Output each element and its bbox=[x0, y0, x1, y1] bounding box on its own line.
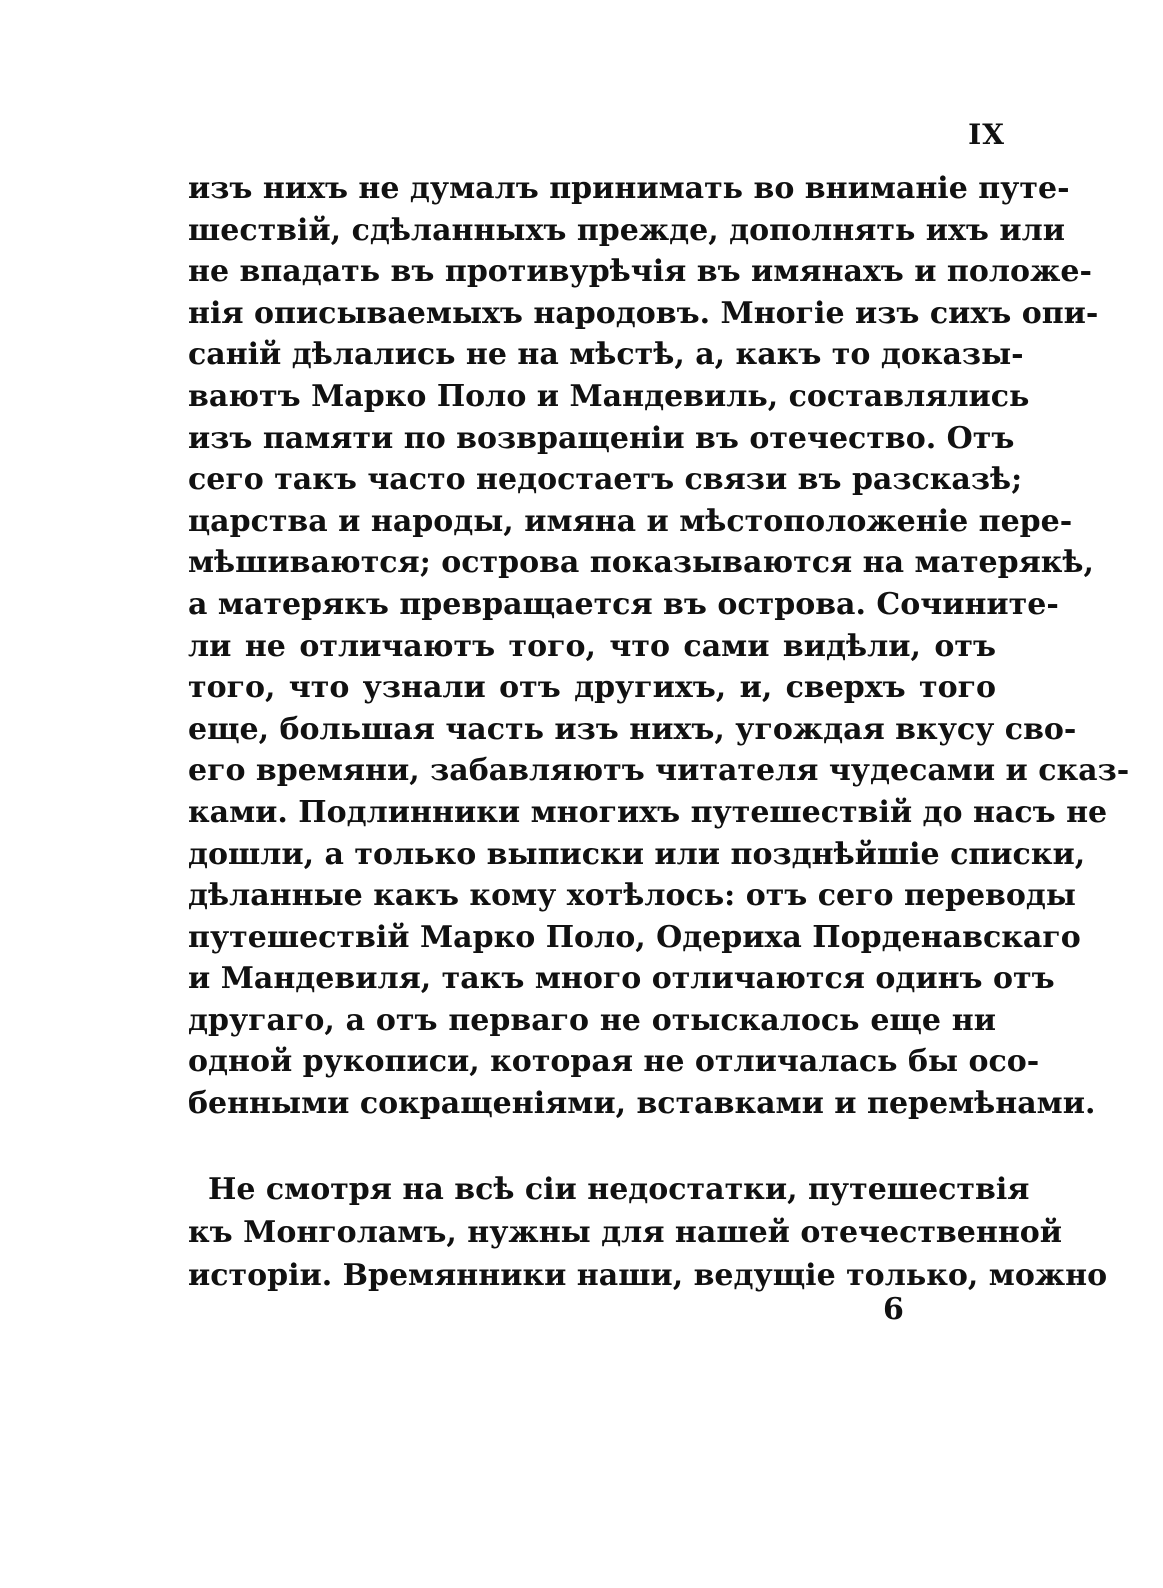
text-line: къ Монголамъ, нужны для нашей отечественной bbox=[188, 1215, 1063, 1250]
text-line: царства и народы, имяна и мѣстоположеніе пере- bbox=[188, 503, 1073, 539]
text-line: одной рукописи, которая не отличалась бы осо- bbox=[188, 1044, 1040, 1080]
text-line: другаго, а отъ перваго не отыскалось еще ни bbox=[188, 1002, 996, 1038]
text-line: изъ нихъ не думалъ принимать во вниманіе путе- bbox=[188, 171, 1070, 206]
text-line: ками. Подлинники многихъ путешествій до насъ не bbox=[188, 794, 1108, 830]
paragraph-1 bbox=[188, 168, 1130, 1125]
text-line: путешествій Марко Поло, Одериха Порденавскаго bbox=[188, 919, 1081, 955]
page-number: IX bbox=[968, 118, 1005, 151]
signature-mark: 6 bbox=[883, 1292, 904, 1327]
paragraph-2 bbox=[188, 1168, 1108, 1297]
text-line: его времяни, забавляютъ читателя чудесами и сказ- bbox=[188, 753, 1130, 789]
text-line: нія описываемыхъ народовъ. Многіе изъ сихъ опи- bbox=[188, 295, 1099, 331]
text-line: ли не отличаютъ того, что сами видѣли, отъ bbox=[188, 628, 996, 664]
text-line: шествій, сдѣланныхъ прежде, дополнять ихъ или bbox=[188, 212, 1066, 248]
text-line: дошли, а только выписки или позднѣйшіе списки, bbox=[188, 836, 1086, 872]
text-line: изъ памяти по возвращеніи въ отечество. Отъ bbox=[188, 420, 1015, 456]
text-line: того, что узнали отъ другихъ, и, сверхъ того bbox=[188, 670, 996, 706]
text-line: а матерякъ превращается въ острова. Сочините- bbox=[188, 586, 1059, 622]
text-line: ваютъ Марко Поло и Мандевиль, составлялись bbox=[188, 378, 1030, 414]
text-line: Не смотря на всѣ сіи недостатки, путешествія bbox=[208, 1172, 1030, 1207]
text-line: бенными сокращеніями, вставками и перемѣнами. bbox=[188, 1086, 1096, 1122]
text-line: сего такъ часто недостаетъ связи въ разсказѣ; bbox=[188, 462, 1023, 498]
text-line: исторіи. Времянники наши, ведущіе только, можно bbox=[188, 1258, 1108, 1293]
text-line: не впадать въ противурѣчія въ имянахъ и положе- bbox=[188, 254, 1092, 290]
text-line: саній дѣлались не на мѣстѣ, а, какъ то доказы- bbox=[188, 337, 1024, 373]
text-line: и Мандевиля, такъ много отличаются одинъ отъ bbox=[188, 961, 1055, 997]
text-line: мѣшиваются; острова показываются на матерякѣ, bbox=[188, 545, 1094, 581]
text-line: дѣланные какъ кому хотѣлось: отъ сего переводы bbox=[188, 878, 1076, 914]
text-line: еще, большая часть изъ нихъ, угождая вкусу сво- bbox=[188, 711, 1077, 747]
